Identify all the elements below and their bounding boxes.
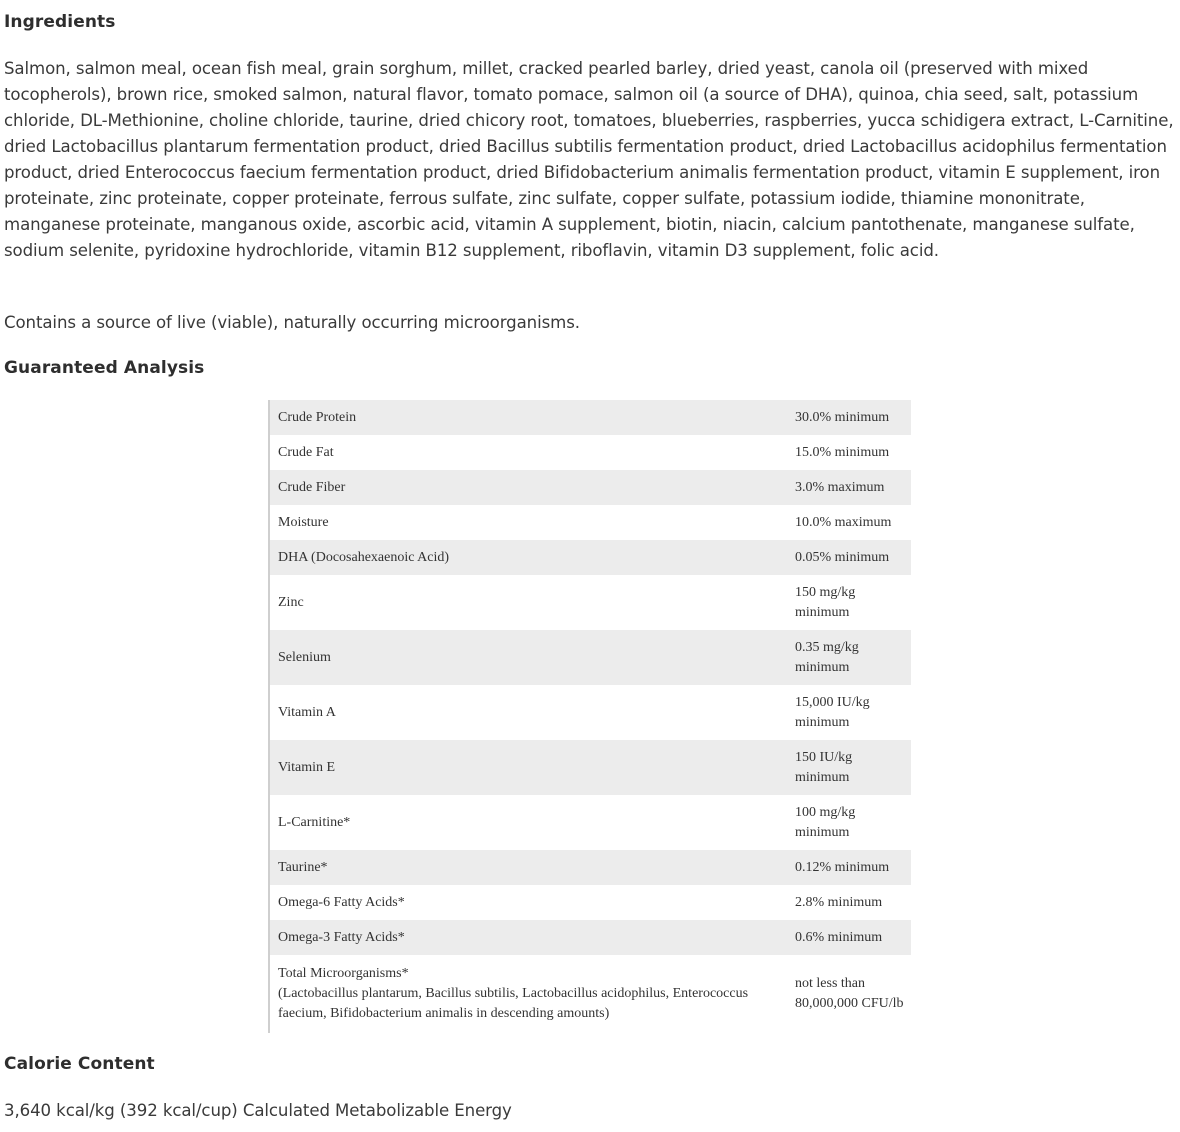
table-row: [270, 630, 911, 685]
ingredients-text: Salmon, salmon meal, ocean fish meal, grain sorghum, millet, cracked pearled barley, dried yeast, canola oil (preserved with mixed tocopherols), brown rice, smoked salmon, natural flavor, tomato pomace, salmon oil (a source of DHA), quinoa, chia seed, salt, potassium chloride, DL-Methionine, choline chloride, taurine, dried chicory root, tomatoes, blueberries, raspberries, yucca schidigera extract, L-Carnitine, dried Lactobacillus plantarum fermentation product, dried Bacillus subtilis fermentation product, dried Lactobacillus acidophilus fermentation product, dried Enterococcus faecium fermentation product, dried Bifidobacterium animalis fermentation product, vitamin E supplement, iron proteinate, zinc proteinate, copper proteinate, ferrous sulfate, zinc sulfate, copper sulfate, potassium iodide, thiamine mononitrate, manganese proteinate, manganous oxide, ascorbic acid, vitamin A supplement, biotin, niacin, calcium pantothenate, manganese sulfate, sodium selenite, pyridoxine hydrochloride, vitamin B12 supplement, riboflavin, vitamin D3 supplement, folic acid.: [4, 59, 1174, 260]
calorie-content-text: 3,640 kcal/kg (392 kcal/cup) Calculated Metabolizable Energy: [4, 1101, 512, 1120]
nutrient-value: 10.0% maximum: [795, 514, 892, 530]
nutrient-value: 150 mg/kg minimum: [795, 584, 856, 620]
nutrient-value: 30.0% minimum: [795, 409, 890, 425]
nutrient-detail: (Lactobacillus plantarum, Bacillus subtilis, Lactobacillus acidophilus, Enterococcus faecium, Bifidobacterium animalis in descending amounts): [278, 986, 749, 1021]
nutrient-value: not less than 80,000,000 CFU/lb: [795, 976, 904, 1011]
nutrient-name: Vitamin E: [278, 759, 336, 775]
nutrient-value: 15,000 IU/kg minimum: [795, 694, 870, 730]
table-row: [270, 575, 911, 630]
guaranteed-analysis-heading: Guaranteed Analysis: [4, 358, 205, 378]
nutrient-value: 100 mg/kg minimum: [795, 804, 856, 840]
table-row: [270, 885, 911, 920]
ingredients-heading: Ingredients: [4, 12, 116, 32]
table-row: [270, 685, 911, 740]
nutrient-name-cell: [270, 964, 787, 1024]
table-row: [270, 920, 911, 955]
nutrient-name: Zinc: [278, 594, 304, 610]
nutrient-value: 3.0% maximum: [795, 479, 885, 495]
nutrient-name: Selenium: [278, 649, 331, 665]
table-row: [270, 505, 911, 540]
table-row: [270, 955, 911, 1033]
table-row: [270, 850, 911, 885]
nutrient-name: Taurine*: [278, 859, 328, 875]
nutrient-value: 0.35 mg/kg minimum: [795, 639, 859, 675]
table-row: [270, 740, 911, 795]
table-row: [270, 400, 911, 435]
table-row: [270, 470, 911, 505]
nutrient-value: 2.8% minimum: [795, 894, 883, 910]
nutrient-name: Vitamin A: [278, 704, 336, 720]
microorganisms-note: Contains a source of live (viable), naturally occurring microorganisms.: [4, 313, 580, 332]
table-row: [270, 795, 911, 850]
nutrient-name: Crude Protein: [278, 409, 357, 425]
nutrient-value: 15.0% minimum: [795, 444, 890, 460]
table-row: [270, 540, 911, 575]
nutrient-value: 0.12% minimum: [795, 859, 890, 875]
calorie-content-heading: Calorie Content: [4, 1054, 155, 1074]
nutrient-value: 150 IU/kg minimum: [795, 749, 853, 785]
nutrient-name: Omega-3 Fatty Acids*: [278, 929, 405, 945]
nutrient-name: DHA (Docosahexaenoic Acid): [278, 549, 450, 565]
guaranteed-analysis-table: [268, 400, 911, 1033]
nutrient-value: 0.6% minimum: [795, 929, 883, 945]
nutrient-name: L-Carnitine*: [278, 814, 351, 830]
nutrient-name: Crude Fat: [278, 444, 334, 460]
table-row: [270, 435, 911, 470]
nutrient-name: Moisture: [278, 514, 329, 530]
nutrient-value: 0.05% minimum: [795, 549, 890, 565]
nutrient-name: Omega-6 Fatty Acids*: [278, 894, 405, 910]
nutrient-name: Crude Fiber: [278, 479, 346, 495]
nutrient-name: Total Microorganisms*: [278, 966, 409, 981]
